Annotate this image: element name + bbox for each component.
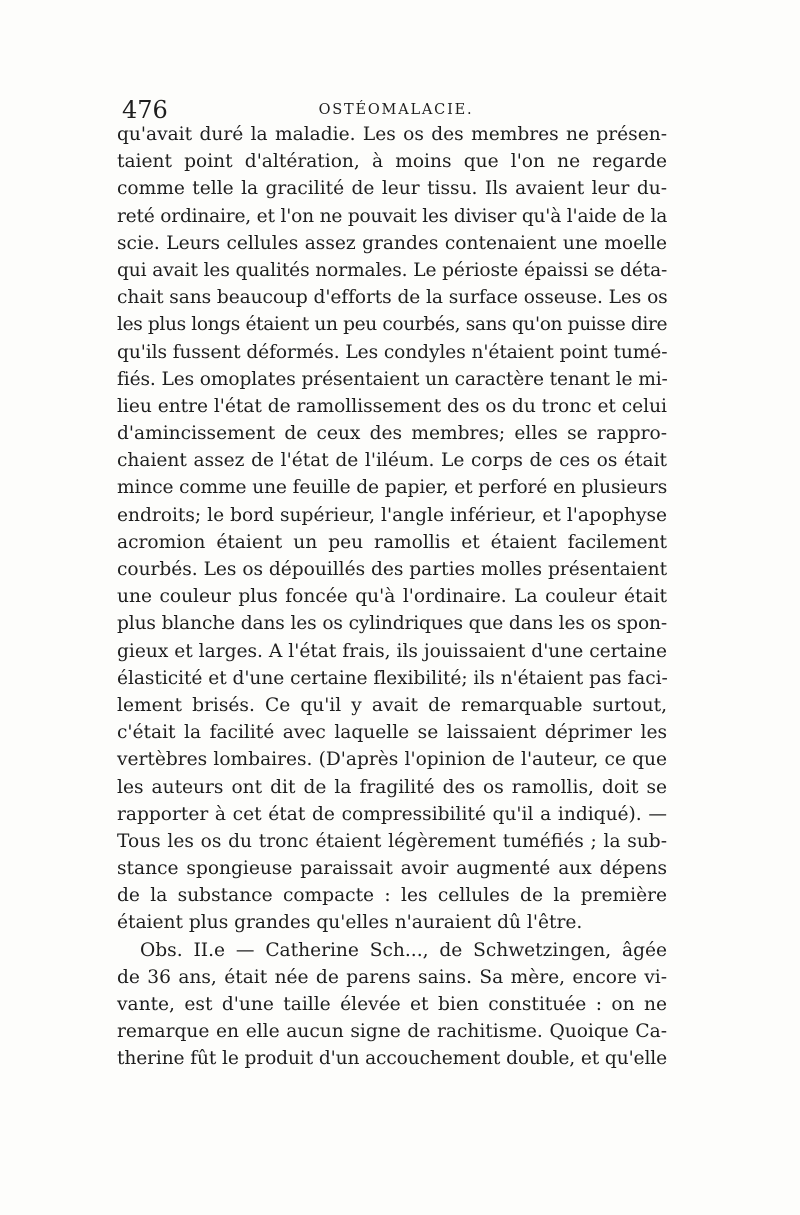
text-line: de 36 ans, était née de parens sains. Sa mère, encore vi- <box>117 966 667 988</box>
page-number: 476 <box>122 96 168 124</box>
text-line: reté ordinaire, et l'on ne pouvait les diviser qu'à l'aide de la <box>117 205 668 227</box>
text-line: acromion étaient un peu ramollis et étaient facilement <box>117 531 667 553</box>
text-line: rapporter à cet état de compressibilité qu'il a indiqué). — <box>117 803 667 825</box>
text-line: c'était la facilité avec laquelle se laissaient déprimer les <box>117 722 667 744</box>
text-line: élasticité et d'une certaine flexibilité; ils n'étaient pas faci- <box>117 667 668 689</box>
text-line: les auteurs ont dit de la fragilité des os ramollis, doit se <box>117 776 667 798</box>
text-line: qu'ils fussent déformés. Les condyles n'étaient point tumé- <box>117 341 668 363</box>
text-line: lement brisés. Ce qu'il y avait de remarquable surtout, <box>117 694 667 716</box>
observation-heading-line: Obs. II.e — Catherine Sch..., de Schwetzingen, âgée <box>140 939 667 961</box>
text-line: comme telle la gracilité de leur tissu. Ils avaient leur du- <box>117 178 667 200</box>
paragraph-end-line: étaient plus grandes qu'elles n'auraient dû l'être. <box>117 912 583 934</box>
text-line: gieux et larges. A l'état frais, ils jouissaient d'une certaine <box>117 640 667 662</box>
text-line: endroits; le bord supérieur, l'angle inférieur, et l'apophyse <box>117 504 667 526</box>
text-line: fiés. Les omoplates présentaient un caractère tenant le mi- <box>117 368 668 390</box>
text-line: d'amincissement de ceux des membres; elles se rappro- <box>117 423 667 445</box>
text-line: qu'avait duré la maladie. Les os des membres ne présen- <box>117 124 667 145</box>
text-line: Tous les os du tronc étaient légèrement tuméfiés ; la sub- <box>117 830 667 852</box>
text-line: courbés. Les os dépouillés des parties molles présentaient <box>117 559 668 580</box>
text-line: de la substance compacte : les cellules de la première <box>117 885 667 907</box>
text-line: qui avait les qualités normales. Le périoste épaissi se déta- <box>117 259 668 281</box>
text-line: lieu entre l'état de ramollissement des os du tronc et celui <box>117 395 667 417</box>
text-line: les plus longs étaient un peu courbés, sans qu'on puisse dire <box>117 314 668 336</box>
text-line: scie. Leurs cellules assez grandes contenaient une moelle <box>117 232 667 254</box>
text-line: vertèbres lombaires. (D'après l'opinion de l'auteur, ce que <box>117 749 667 771</box>
running-title: OSTÉOMALACIE. <box>318 102 474 118</box>
text-line: plus blanche dans les os cylindriques que dans les os spon- <box>117 613 667 635</box>
text-line: taient point d'altération, à moins que l'on ne regarde <box>117 151 667 173</box>
text-line: stance spongieuse paraissait avoir augmenté aux dépens <box>117 858 667 880</box>
text-line: chait sans beaucoup d'efforts de la surface osseuse. Les os <box>117 287 668 309</box>
text-line: une couleur plus foncée qu'à l'ordinaire. La couleur était <box>117 586 667 608</box>
text-line: remarque en elle aucun signe de rachitisme. Quoique Ca- <box>117 1021 667 1043</box>
text-line: vante, est d'une taille élevée et bien constituée : on ne <box>117 994 667 1015</box>
text-line: therine fût le produit d'un accouchement double, et qu'elle <box>117 1048 667 1070</box>
text-line: chaient assez de l'état de l'iléum. Le corps de ces os était <box>117 450 667 472</box>
body-text <box>117 121 667 1073</box>
text-line: mince comme une feuille de papier, et perforé en plusieurs <box>117 477 668 499</box>
